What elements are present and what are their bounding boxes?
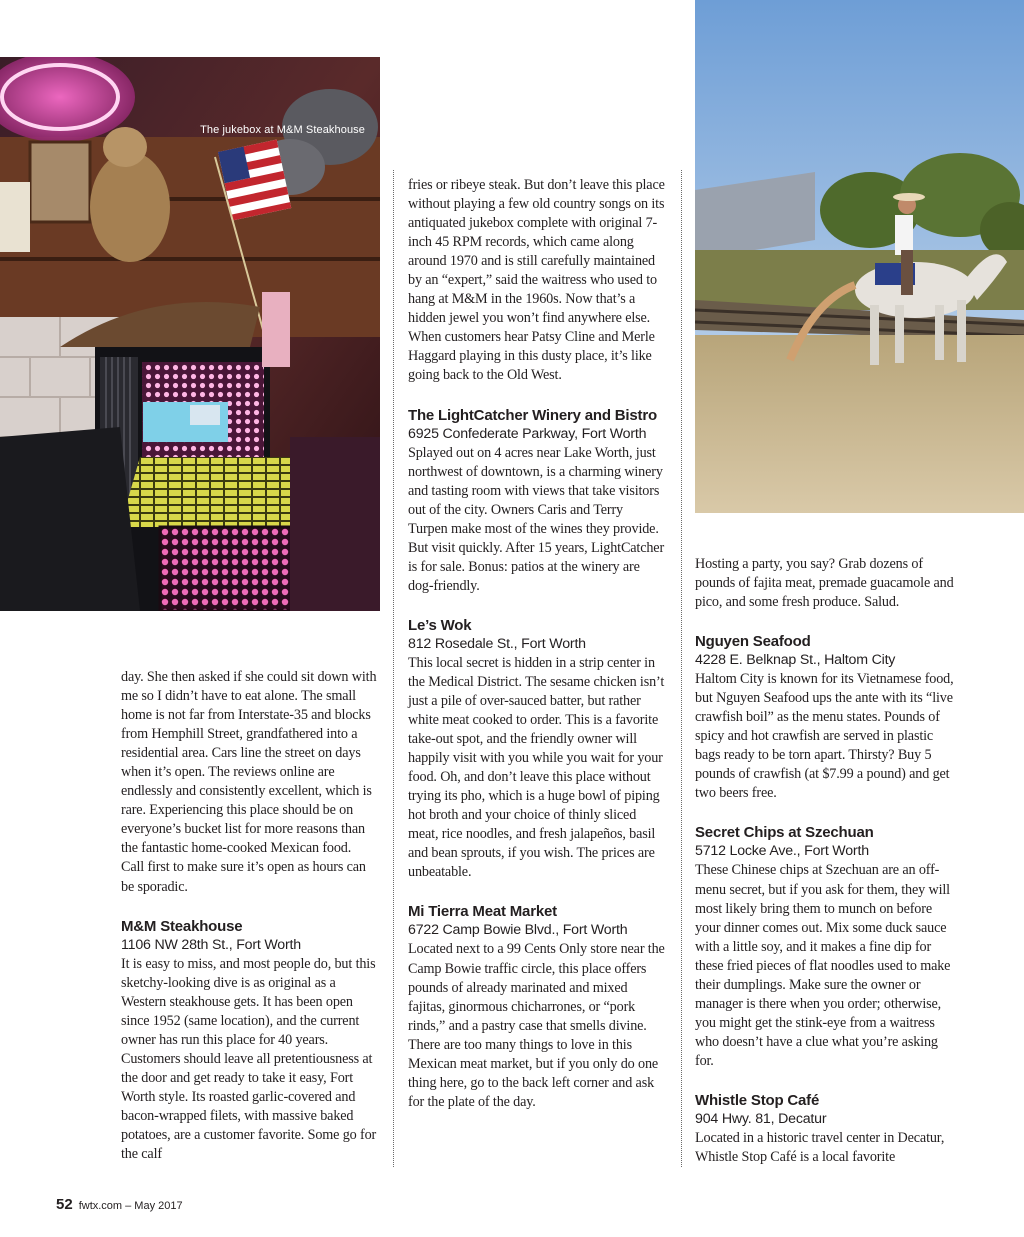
- venue-name-secret-chips: Secret Chips at Szechuan: [695, 824, 874, 842]
- venue-address: 4228 E. Belknap St., Haltom City: [695, 652, 896, 669]
- body-paragraph: Hosting a party, you say? Grab dozens of pounds of fajita meat, premade guacamole and pico, and some fresh produce. Salud.: [695, 556, 954, 611]
- body-paragraph: These Chinese chips at Szechuan are an off-menu secret, but if you ask for them, they will most likely bring them to munch on before your dinner comes out. Mix some duck sauce with a little soy, and it makes a fine dip for these fried pieces of flat noodles used to make their dumplings. Make sure the owner or manager is there when you order; otherwise, you might get the stink-eye from a waitress who doesn’t have a clue what you’re asking for.: [695, 862, 951, 1069]
- folio-text: fwtx.com – May 2017: [78, 1200, 183, 1212]
- body-paragraph: Located next to a 99 Cents Only store near the Camp Bowie traffic circle, this place offers pounds of already marinated and mixed fajitas, ginormous chicharrones, or “pork rinds,” and a pastry case that smells divine. There are too many things to love in this Mexican meat market, but if you only do one thing here, go to the back left corner and ask for the plate of the day.: [408, 941, 665, 1110]
- body-paragraph: fries or ribeye steak. But don’t leave this place without playing a few old country songs on its antiquated jukebox complete with original 7-inch 45 RPM records, which came along around 1970 and is still carefully maintained by an “expert,” said the waitress who used to hang at M&M in the 1960s. Now that’s a hidden jewel you won’t find anywhere else. When customers hear Patsy Cline and Merle Haggard playing in this dusty place, it’s like going back to the Old West.: [408, 177, 665, 384]
- venue-address: 904 Hwy. 81, Decatur: [695, 1110, 827, 1127]
- venue-address: 6925 Confederate Parkway, Fort Worth: [408, 425, 647, 442]
- body-paragraph: Haltom City is known for its Vietnamese food, but Nguyen Seafood ups the ante with its “live crawfish boil” as the menu states. Pounds of spicy and hot crawfish are served in plastic bags ready to be torn apart. Thirsty? Buy 5 pounds of crawfish (at $7.99 a pound) and get two beers free.: [695, 671, 954, 802]
- body-paragraph: day. She then asked if she could sit down with me so I didn’t have to eat alone. The small home is not far from Interstate-35 and blocks from Hemphill Street, grandfathered into a residential area. Cars line the street on days when it’s open. The reviews online are endlessly and consistently excellent, which is rare. Experiencing this place should be on everyone’s bucket list for more reasons than the fantastic home-cooked Mexican food. Call first to make sure it’s open as hours can be sporadic.: [121, 669, 377, 895]
- venue-name-nguyen-seafood: Nguyen Seafood: [695, 633, 811, 651]
- venue-address: 6722 Camp Bowie Blvd., Fort Worth: [408, 922, 628, 939]
- venue-name-mm-steakhouse: M&M Steakhouse: [121, 917, 243, 935]
- venue-name-whistle-stop: Whistle Stop Café: [695, 1091, 820, 1109]
- venue-address: 812 Rosedale St., Fort Worth: [408, 635, 586, 652]
- venue-name-lightcatcher: The LightCatcher Winery and Bistro: [408, 406, 657, 424]
- venue-address: 5712 Locke Ave., Fort Worth: [695, 843, 869, 860]
- body-paragraph: Located in a historic travel center in Decatur, Whistle Stop Café is a local favorite: [695, 1129, 945, 1166]
- column-1: [121, 668, 377, 1164]
- horse-rider-photo: [695, 0, 1024, 513]
- page-number: 52: [56, 1196, 73, 1213]
- body-paragraph: It is easy to miss, and most people do, but this sketchy-looking dive is as original as a Western steakhouse gets. It has been open since 1952 (same location), and the current owner has run this place for 40 years. Customers should leave all pretentiousness at the door and get ready to take it easy, Fort Worth style. Its roasted garlic-covered and bacon-wrapped filets, with massive baked potatoes, are a customer favorite. Some go for the calf: [121, 955, 377, 1163]
- body-paragraph: This local secret is hidden in a strip center in the Medical District. The sesame chicken isn’t just a pile of over-sauced batter, but rather white meat cooked to order. This is a favorite take-out spot, and the friendly owner will happily visit with you while you wait for your food. Oh, and don’t leave this place without trying its pho, which is a huge bowl of piping hot broth and your choice of thinly sliced meat, rice noodles, and fresh jalapeños, basil and bean sprouts, if you wish. The prices are unbeatable.: [408, 654, 665, 881]
- body-paragraph: Splayed out on 4 acres near Lake Worth, just northwest of downtown, is a charming winery and tasting room with views that take visitors out of the city. Owners Caris and Terry Turpen make most of the wines they provide. But visit quickly. After 15 years, LightCatcher is for sale. Bonus: patios at the winery are dog-friendly.: [408, 444, 665, 594]
- page-folio: [56, 1196, 183, 1213]
- photo-caption: The jukebox at M&M Steakhouse: [200, 124, 365, 136]
- column-3: [695, 555, 957, 1167]
- column-2: [408, 176, 665, 1112]
- venue-name-les-wok: Le’s Wok: [408, 616, 472, 634]
- venue-address: 1106 NW 28th St., Fort Worth: [121, 936, 301, 953]
- jukebox-photo: [0, 57, 380, 611]
- venue-name-mi-tierra: Mi Tierra Meat Market: [408, 903, 557, 921]
- column-rule-1: [393, 170, 394, 1167]
- column-rule-2: [681, 170, 682, 1167]
